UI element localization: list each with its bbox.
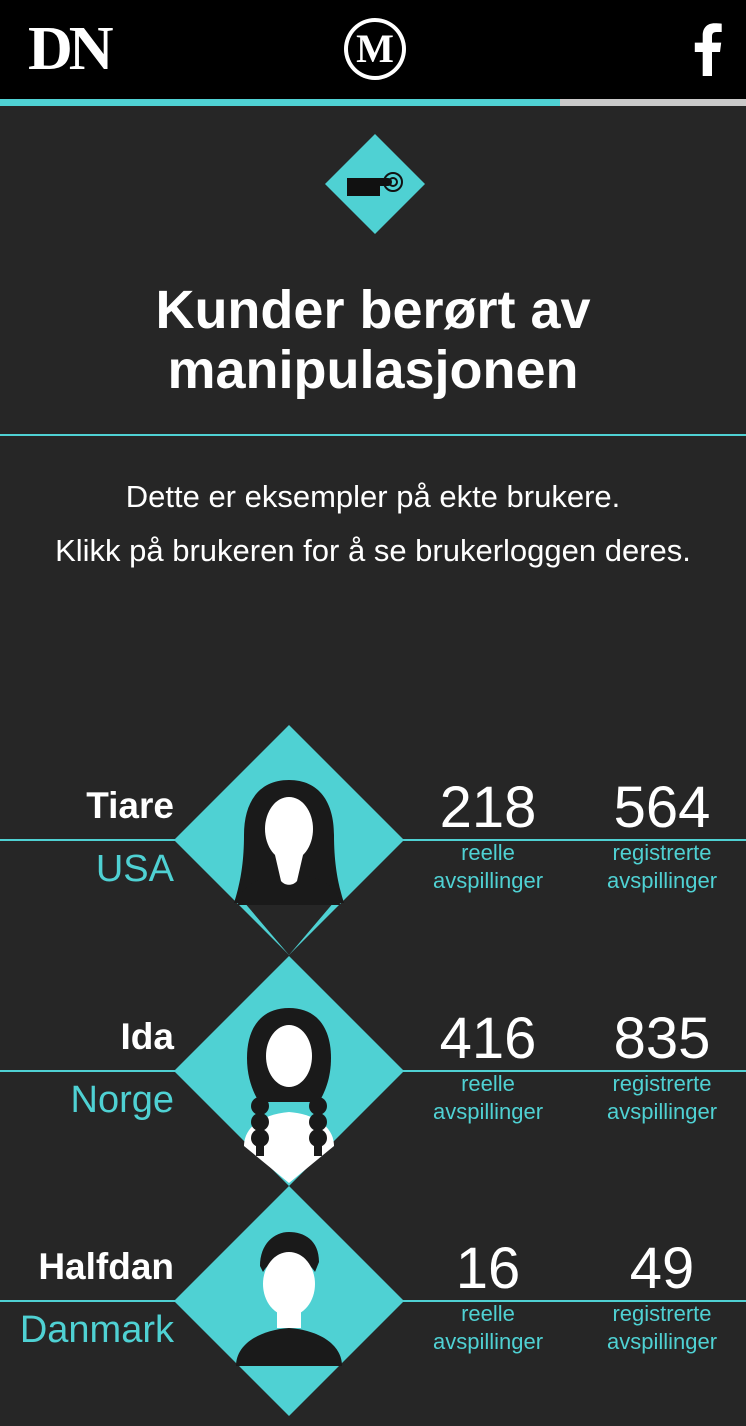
registered-plays-label-1: registrerte — [612, 1301, 712, 1326]
registered-plays-count: 835 — [613, 1006, 711, 1071]
facebook-icon[interactable] — [690, 22, 724, 76]
real-plays-stat — [408, 1008, 568, 1126]
registered-plays-label-1: registrerte — [612, 1071, 712, 1096]
magasinet-logo[interactable] — [344, 18, 406, 80]
tap-hand-icon — [325, 134, 425, 234]
real-plays-count: 16 — [455, 1236, 521, 1301]
intro-text — [0, 470, 746, 578]
divider — [0, 434, 746, 436]
intro-text-line-1: Dette er eksempler på ekte brukere. — [125, 479, 621, 514]
registered-plays-label-2: avspillinger — [606, 1099, 718, 1124]
registered-plays-label-2: avspillinger — [606, 868, 718, 893]
registered-plays-count: 49 — [629, 1236, 695, 1301]
real-plays-count: 218 — [439, 775, 537, 840]
progress-bar-fill — [0, 99, 560, 106]
female-braids-avatar-icon[interactable] — [174, 956, 404, 1186]
registered-plays-label-2: avspillinger — [606, 1329, 718, 1354]
user-card-ida[interactable] — [0, 956, 746, 1196]
user-card-tiare[interactable] — [0, 725, 746, 965]
intro-text-line-2: Klikk på brukeren for å se brukerloggen deres. — [55, 533, 691, 568]
registered-plays-stat — [582, 777, 742, 895]
real-plays-stat — [408, 777, 568, 895]
user-country: Danmark — [19, 1309, 174, 1351]
user-name: Tiare — [86, 785, 174, 826]
registered-plays-count: 564 — [613, 775, 711, 840]
page-title — [0, 280, 746, 400]
magasinet-logo-letter: M — [348, 22, 402, 76]
user-name: Halfdan — [38, 1246, 174, 1287]
registered-plays-stat — [582, 1008, 742, 1126]
user-country: Norge — [70, 1079, 174, 1121]
real-plays-label-1: reelle — [461, 1301, 515, 1326]
user-name: Ida — [120, 1016, 174, 1057]
user-card-halfdan[interactable] — [0, 1186, 746, 1426]
registered-plays-label-1: registrerte — [612, 840, 712, 865]
progress-bar — [0, 99, 746, 106]
real-plays-label-2: avspillinger — [432, 1329, 544, 1354]
real-plays-count: 416 — [439, 1006, 537, 1071]
real-plays-label-2: avspillinger — [432, 868, 544, 893]
real-plays-label-2: avspillinger — [432, 1099, 544, 1124]
female-long-hair-avatar-icon[interactable] — [174, 725, 404, 955]
real-plays-label-1: reelle — [461, 1071, 515, 1096]
page-title-line-1: Kunder berørt av — [155, 280, 591, 340]
dn-logo[interactable]: DN — [28, 15, 110, 83]
registered-plays-stat — [582, 1238, 742, 1356]
male-short-hair-avatar-icon[interactable] — [174, 1186, 404, 1416]
real-plays-stat — [408, 1238, 568, 1356]
real-plays-label-1: reelle — [461, 840, 515, 865]
top-bar — [0, 0, 746, 99]
page-title-line-2: manipulasjonen — [167, 340, 579, 400]
user-country: USA — [95, 848, 174, 890]
